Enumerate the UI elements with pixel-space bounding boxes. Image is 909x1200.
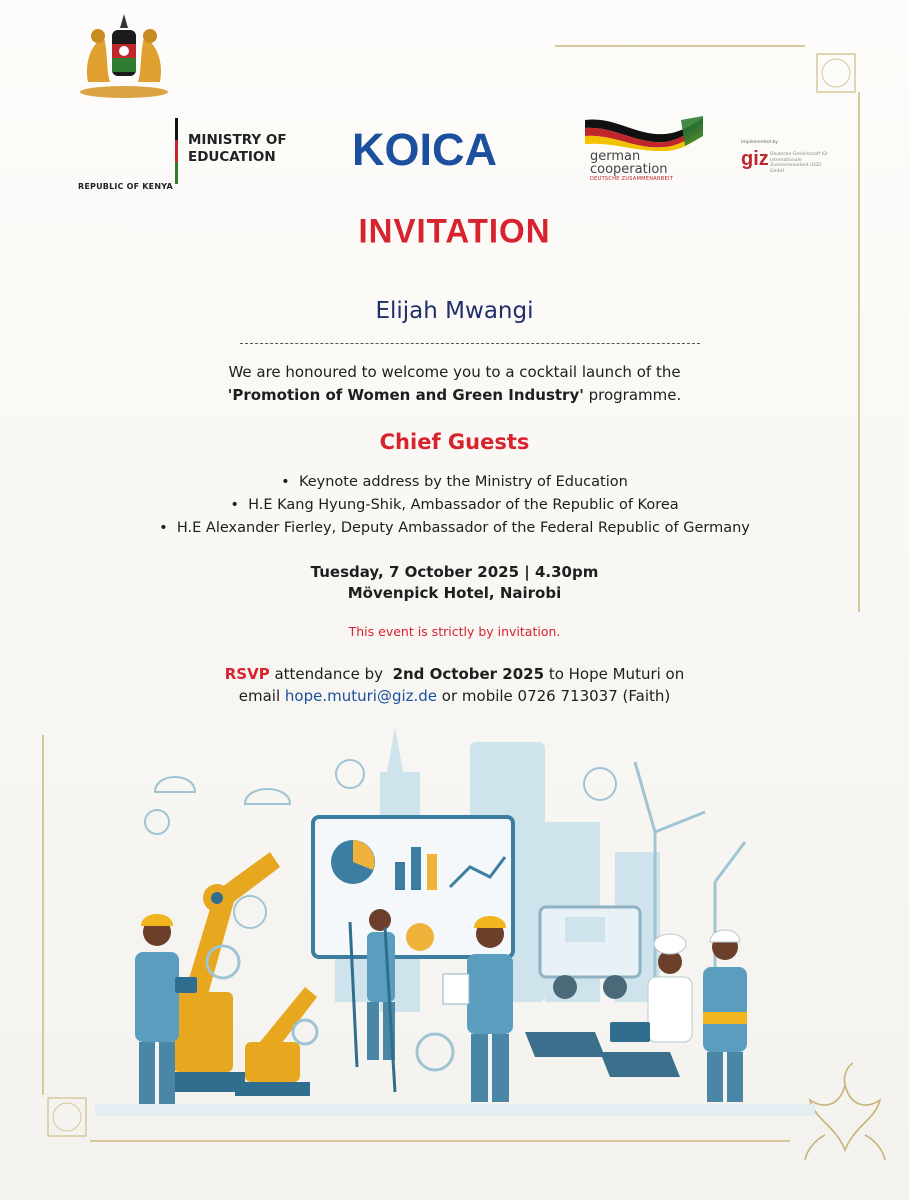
chief-guests-list xyxy=(0,471,909,540)
rsvp-line1 xyxy=(0,663,909,685)
koica-logo: KOICA xyxy=(352,124,497,175)
giz-description: Deutsche Gesellschaft für Internationale Zusammenarbeit (GIZ) GmbH xyxy=(770,152,829,174)
ministry-of-education-logo xyxy=(188,132,287,166)
kenya-coat-of-arms-icon xyxy=(74,12,174,100)
rsvp-deadline: 2nd October 2025 xyxy=(392,665,545,683)
rsvp-text: attendance by xyxy=(269,665,393,683)
mobile-text: or mobile 0726 713037 (Faith) xyxy=(437,687,671,705)
german-line1: german xyxy=(590,149,641,164)
frame-top-line xyxy=(555,45,805,47)
name-divider xyxy=(240,343,700,344)
german-cooperation-logo xyxy=(590,150,668,176)
giz-implemented-by: Implemented by xyxy=(741,140,778,145)
frame-left-line xyxy=(42,735,44,1095)
strict-invitation-note: This event is strictly by invitation. xyxy=(348,624,561,639)
guest-item-text: H.E Kang Hyung-Shik, Ambassador of the Republic of Korea xyxy=(248,497,679,513)
welcome-line1: We are honoured to welcome you to a cocktail launch of the xyxy=(228,363,681,381)
frame-corner-ornament-bl xyxy=(42,1092,98,1148)
welcome-line2 xyxy=(0,384,909,407)
kenya-caption: REPUBLIC OF KENYA xyxy=(78,182,173,191)
email-prefix: email xyxy=(238,687,285,705)
frame-corner-ornament xyxy=(805,42,861,98)
giz-logo: giz xyxy=(741,148,769,170)
ministry-line1: MINISTRY OF xyxy=(188,132,287,148)
frame-bottom-line xyxy=(90,1140,790,1142)
email-link[interactable]: hope.muturi@giz.de xyxy=(284,687,438,705)
event-details xyxy=(0,562,909,604)
list-item: • H.E Alexander Fierley, Deputy Ambassador of the Federal Republic of Germany xyxy=(159,520,750,536)
rsvp-label: RSVP xyxy=(224,665,270,683)
event-date-time: Tuesday, 7 October 2025 | 4.30pm xyxy=(310,563,599,581)
guest-item-text: H.E Alexander Fierley, Deputy Ambassador of the Federal Republic of Germany xyxy=(176,520,750,536)
guest-item-text: Keynote address by the Ministry of Education xyxy=(298,474,628,490)
german-cooperation-flag-icon xyxy=(585,116,705,152)
list-item: • Keynote address by the Ministry of Education xyxy=(281,474,628,490)
ministry-line2: EDUCATION xyxy=(188,149,276,165)
rsvp-line2 xyxy=(0,685,909,707)
welcome-message xyxy=(0,361,909,407)
invitation-title: INVITATION xyxy=(358,211,551,250)
rsvp-text2: to Hope Muturi on xyxy=(544,665,685,683)
programme-name: 'Promotion of Women and Green Industry' xyxy=(227,386,584,404)
rsvp-block xyxy=(0,663,909,707)
ministry-color-bar xyxy=(175,118,178,184)
chief-guests-heading: Chief Guests xyxy=(379,430,530,454)
women-green-industry-illustration xyxy=(95,712,815,1132)
guest-name: Elijah Mwangi xyxy=(375,298,534,324)
event-venue: Mövenpick Hotel, Nairobi xyxy=(347,584,562,602)
german-cooperation-subtitle: DEUTSCHE ZUSAMMENARBEIT xyxy=(590,176,674,182)
list-item: • H.E Kang Hyung-Shik, Ambassador of the Republic of Korea xyxy=(230,497,679,513)
welcome-line2-end: programme. xyxy=(583,386,682,404)
german-line2: cooperation xyxy=(590,162,668,177)
